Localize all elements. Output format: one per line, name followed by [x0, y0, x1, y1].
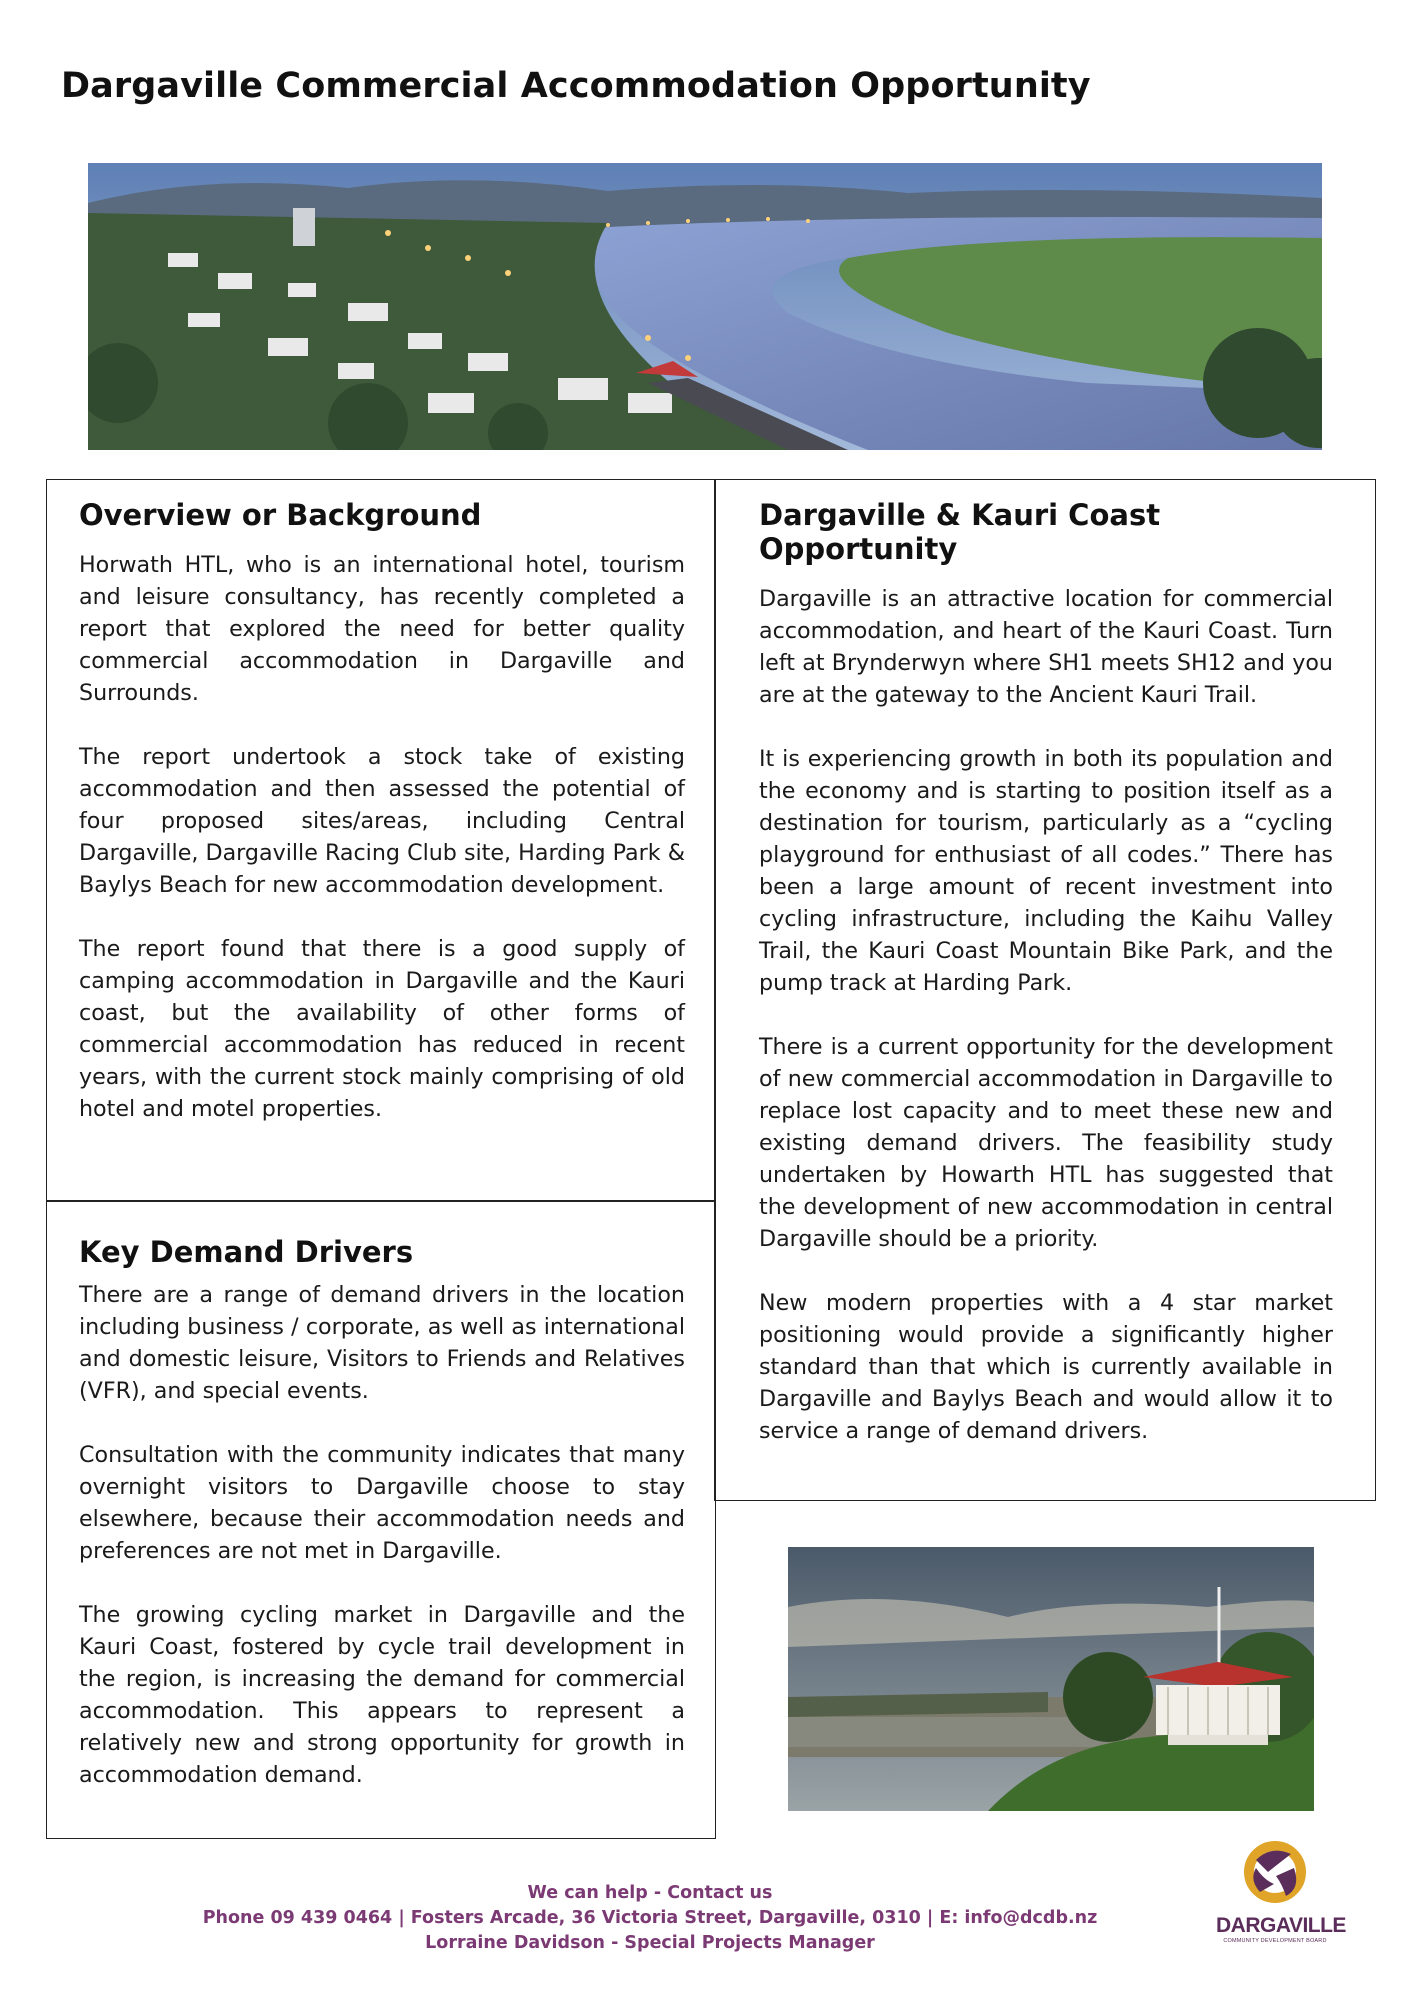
demand-heading: Key Demand Drivers	[79, 1235, 414, 1269]
footer-contact-details: Phone 09 439 0464 | Fosters Arcade, 36 Victoria Street, Dargaville, 0310 | E: info@dcdb.nz	[202, 1908, 1098, 1928]
demand-paragraph: There are a range of demand drivers in the location including business / corporate, as well as international and domestic leisure, Visitors to Friends and Relatives (VFR), and special events.	[79, 1282, 685, 1404]
overview-paragraph: The report found that there is a good supply of camping accommodation in Dargaville and the Kauri coast, but the availability of other forms of commercial accommodation has reduced in recent years, with the current stock mainly comprising of old hotel and motel properties.	[79, 936, 685, 1122]
overview-paragraph: The report undertook a stock take of existing accommodation and then assessed the potential of four proposed sites/areas, including Central Dargaville, Dargaville Racing Club site, Harding Park & Baylys Beach for new accommodation development.	[79, 744, 685, 898]
footer-heading: We can help - Contact us	[527, 1883, 773, 1903]
kauri-coast-section	[714, 479, 1376, 1501]
demand-paragraph: Consultation with the community indicates that many overnight visitors to Dargaville choose to stay elsewhere, because their accommodation needs and preferences are not met in Dargaville.	[79, 1442, 685, 1564]
logo-subtitle: COMMUNITY DEVELOPMENT BOARD	[1223, 1938, 1327, 1944]
demand-drivers-section	[46, 1200, 716, 1839]
kauri-paragraph: There is a current opportunity for the development of new commercial accommodation in Dargaville to replace lost capacity and to meet these new and existing demand drivers. The feasibility study undertaken by Howarth HTL has suggested that the development of new accommodation in central Dargaville should be a priority.	[759, 1034, 1333, 1252]
overview-heading: Overview or Background	[79, 498, 482, 532]
footer-contact-person: Lorraine Davidson - Special Projects Manager	[425, 1933, 875, 1953]
kauri-paragraph: It is experiencing growth in both its population and the economy and is starting to position itself as a destination for tourism, particularly as a “cycling playground for enthusiast of all codes.” There has been a large amount of recent investment into cycling infrastructure, including the Kaihu Valley Trail, the Kauri Coast Mountain Bike Park, and the pump track at Harding Park.	[759, 746, 1333, 996]
demand-paragraph: The growing cycling market in Dargaville and the Kauri Coast, fostered by cycle trail development in the region, is increasing the demand for commercial accommodation. This appears to represent a relatively new and strong opportunity for growth in accommodation demand.	[79, 1602, 685, 1788]
kauri-paragraph: Dargaville is an attractive location for commercial accommodation, and heart of the Kauri Coast. Turn left at Brynderwyn where SH1 meets SH12 and you are at the gateway to the Ancient Kauri Trail.	[759, 586, 1333, 708]
overview-paragraph: Horwath HTL, who is an international hotel, tourism and leisure consultancy, has recently completed a report that explored the need for better quality commercial accommodation in Dargaville and Surrounds.	[79, 552, 685, 706]
logo-wordmark: DARGAVILLE	[1216, 1914, 1346, 1937]
hero-photo	[88, 163, 1322, 450]
page-title: Dargaville Commercial Accommodation Opportunity	[61, 66, 1091, 106]
gazebo-photo	[788, 1547, 1314, 1811]
kauri-paragraph: New modern properties with a 4 star market positioning would provide a significantly higher standard than that which is currently available in Dargaville and Baylys Beach and would allow it to service a range of demand drivers.	[759, 1290, 1333, 1444]
contact-footer	[200, 1881, 1100, 1956]
overview-section	[46, 479, 716, 1202]
kauri-heading: Dargaville & Kauri Coast Opportunity	[759, 498, 1161, 566]
